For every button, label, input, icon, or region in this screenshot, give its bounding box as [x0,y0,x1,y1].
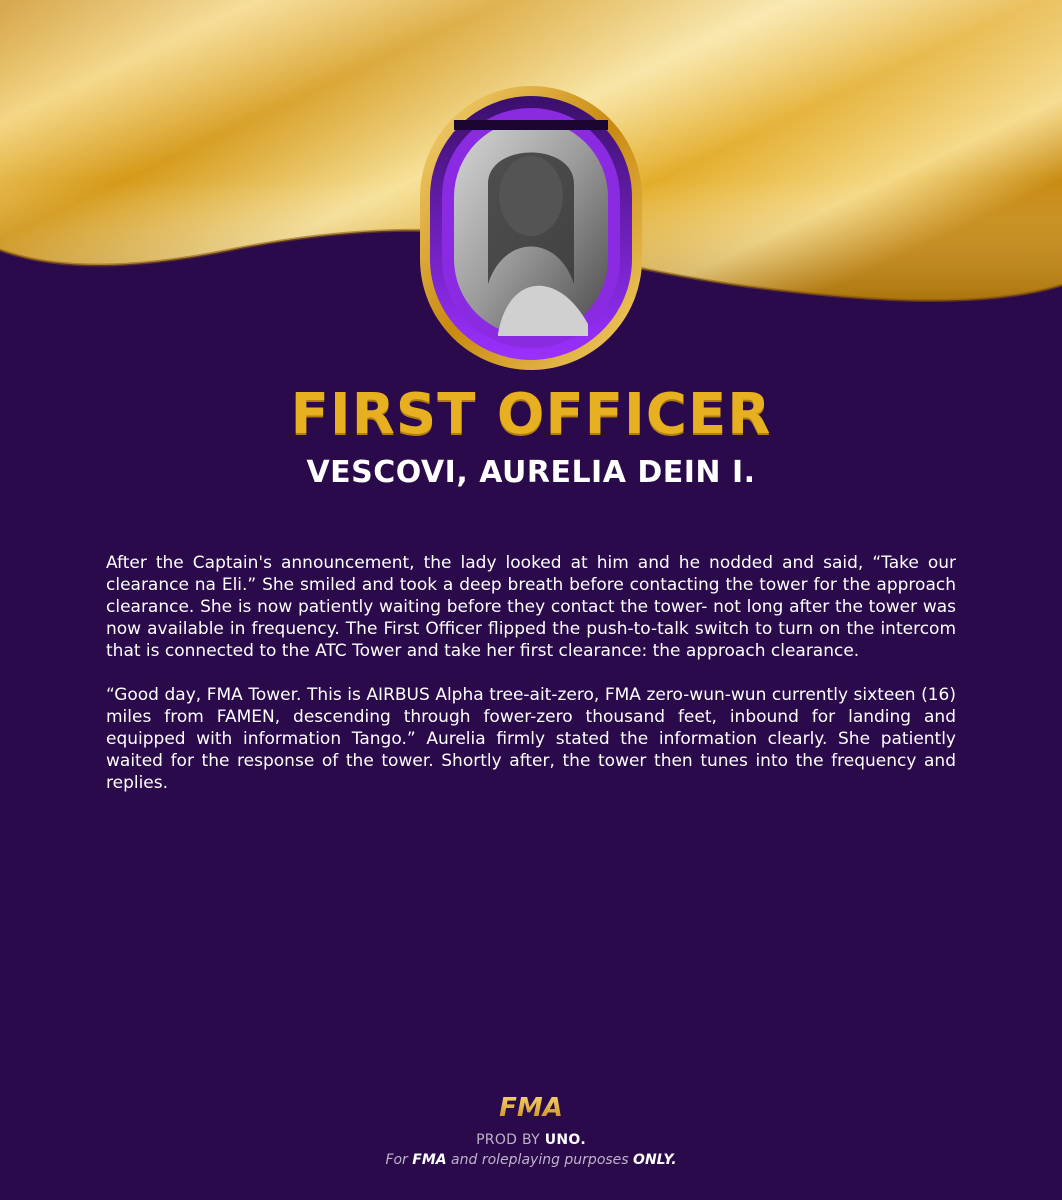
page-title: FIRST OFFICER [290,382,772,447]
credits [0,1132,1062,1148]
disclaimer-brand: FMA [412,1152,447,1168]
aircraft-window-portrait [418,84,644,372]
credits-prefix: PROD BY [476,1132,545,1148]
story-paragraph: After the Captain's announcement, the lady looked at him and he nodded and said, “Take our clearance na Eli.” She smiled and took a deep breath before contacting the tower for the approach clearance. She is now patiently waiting before they contact the tower- not long after the tower was now available in frequency. The First Officer flipped the push-to-talk switch to turn on the intercom that is connected to the ATC Tower and take her first clearance: the approach clearance. [106,553,956,661]
story-text [106,552,956,816]
disclaimer-start: For [385,1152,413,1168]
disclaimer-middle: and roleplaying purposes [446,1152,634,1168]
disclaimer-end: ONLY. [633,1152,677,1168]
fma-logo [491,1092,571,1122]
officer-name: VESCOVI, AURELIA DEIN I. [306,455,756,490]
story-paragraph: “Good day, FMA Tower. This is AIRBUS Alpha tree-ait-zero, FMA zero-wun-wun currently sixteen (16) miles from FAMEN, descending through fower-zero thousand feet, inbound for landing and equipped with information Tango.” Aurelia firmly stated the information clearly. She patiently waited for the response of the tower. Shortly after, the tower then tunes into the frequency and replies. [106,685,956,793]
footer [0,1092,1062,1168]
credits-author: UNO. [544,1132,586,1148]
disclaimer [0,1152,1062,1168]
logo-text: FMA [499,1093,563,1122]
